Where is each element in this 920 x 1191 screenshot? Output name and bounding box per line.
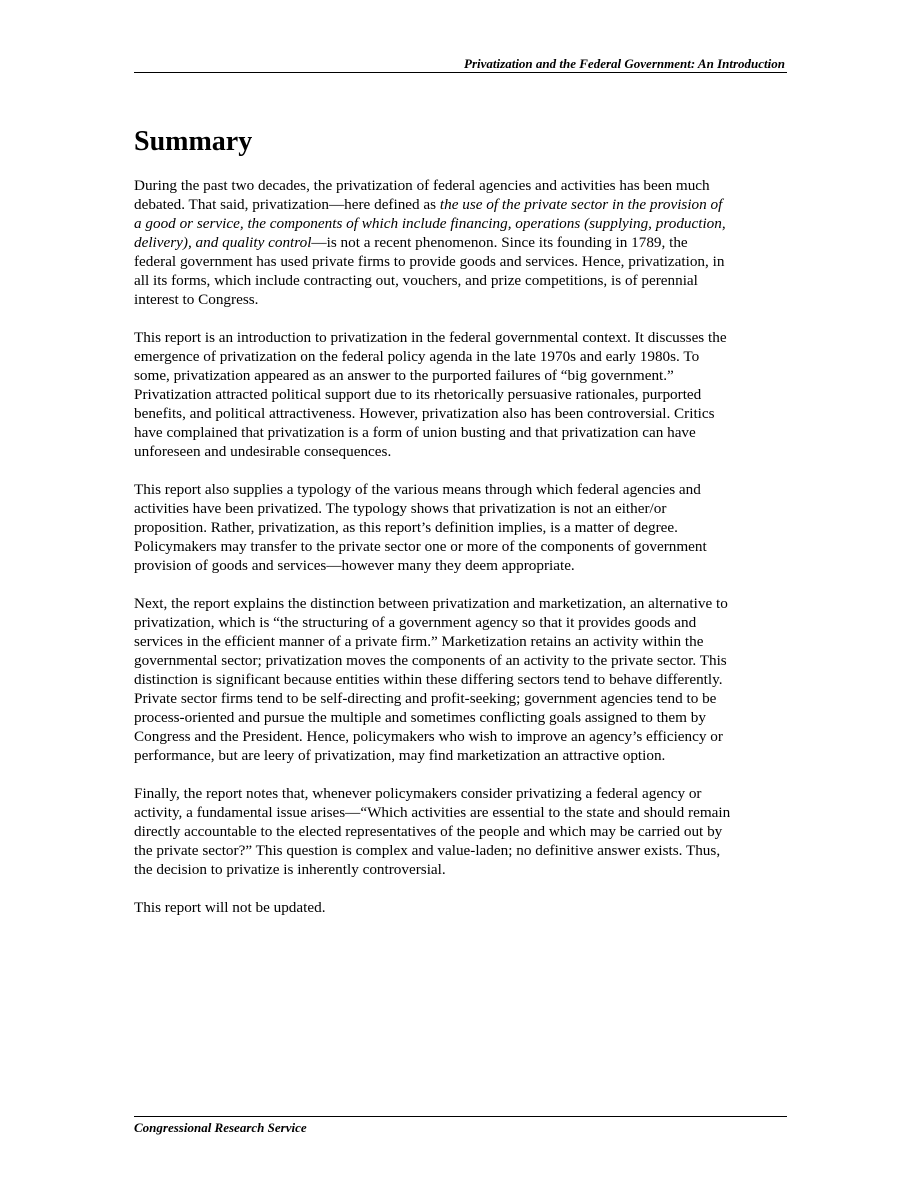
paragraph-line: emergence of privatization on the federal policy agenda in the late 1970s and early 1980s. To — [134, 348, 700, 365]
paragraph-line: Next, the report explains the distinction between privatization and marketization, an alternative to — [134, 595, 728, 612]
header-rule — [134, 72, 787, 73]
definition-text: a good or service, the components of which include financing, operations (supplying, production, — [134, 215, 726, 232]
paragraph-line — [134, 233, 788, 252]
paragraph-line: provision of goods and services—however many they deem appropriate. — [134, 557, 575, 574]
running-header: Privatization and the Federal Government: An Introduction — [464, 56, 785, 71]
definition-text: the use of the private sector in the provision of — [439, 196, 723, 213]
line-text: —is not a recent phenomenon. Since its founding in 1789, the — [311, 234, 688, 251]
paragraph-line: Policymakers may transfer to the private sector one or more of the components of government — [134, 538, 707, 555]
paragraph-line: Privatization attracted political support due to its rhetorically persuasive rationales, purported — [134, 386, 702, 403]
paragraph-5 — [134, 784, 788, 879]
paragraph-6 — [134, 898, 788, 917]
paragraph-line: activity, a fundamental issue arises—“Which activities are essential to the state and should remain — [134, 804, 731, 821]
paragraph-line: governmental sector; privatization moves the components of an activity to the private sector. This — [134, 652, 727, 669]
paragraph-line: privatization, which is “the structuring of a government agency so that it provides goods and — [134, 614, 697, 631]
paragraph-line: federal government has used private firms to provide goods and services. Hence, privatization, in — [134, 253, 725, 270]
footer-rule — [134, 1116, 787, 1117]
paragraph-4 — [134, 594, 788, 765]
paragraph-line: This report also supplies a typology of the various means through which federal agencies and — [134, 481, 701, 498]
paragraph-line: distinction is significant because entities within these differing sectors tend to behave differently. — [134, 671, 723, 688]
paragraph-line: services in the efficient manner of a private firm.” Marketization retains an activity within the — [134, 633, 704, 650]
paragraph-line: interest to Congress. — [134, 291, 259, 308]
paragraph-line: directly accountable to the elected representatives of the people and which may be carried out by — [134, 823, 723, 840]
paragraph-line: activities have been privatized. The typology shows that privatization is not an either/or — [134, 500, 667, 517]
paragraph-line: Congress and the President. Hence, policymakers who wish to improve an agency’s efficiency or — [134, 728, 723, 745]
summary-body — [134, 176, 788, 936]
paragraph-line: the private sector?” This question is complex and value-laden; no definitive answer exists. Thus, — [134, 842, 721, 859]
paragraph-line: the decision to privatize is inherently controversial. — [134, 861, 446, 878]
paragraph-line: This report will not be updated. — [134, 899, 326, 916]
page-title: Summary — [134, 126, 253, 157]
paragraph-line: During the past two decades, the privatization of federal agencies and activities has been much — [134, 177, 710, 194]
paragraph-line: This report is an introduction to privatization in the federal governmental context. It discusses the — [134, 329, 727, 346]
paragraph-line: performance, but are leery of privatization, may find marketization an attractive option. — [134, 747, 666, 764]
paragraph-line: benefits, and political attractiveness. However, privatization also has been controversial. Critics — [134, 405, 715, 422]
running-footer: Congressional Research Service — [134, 1120, 307, 1135]
paragraph-line: Private sector firms tend to be self-directing and profit-seeking; government agencies tend to be — [134, 690, 717, 707]
paragraph-line: Finally, the report notes that, whenever policymakers consider privatizing a federal agency or — [134, 785, 702, 802]
paragraph-line: process-oriented and pursue the multiple and sometimes conflicting goals assigned to them by — [134, 709, 706, 726]
paragraph-line: have complained that privatization is a form of union busting and that privatization can have — [134, 424, 696, 441]
definition-text: delivery), and quality control — [134, 234, 312, 251]
paragraph-1 — [134, 176, 788, 309]
paragraph-line: proposition. Rather, privatization, as this report’s definition implies, is a matter of degree. — [134, 519, 678, 536]
paragraph-2 — [134, 328, 788, 461]
paragraph-3 — [134, 480, 788, 575]
paragraph-line — [134, 195, 788, 214]
paragraph-line: some, privatization appeared as an answer to the purported failures of “big government.” — [134, 367, 674, 384]
paragraph-line: all its forms, which include contracting out, vouchers, and prize competitions, is of perennial — [134, 272, 698, 289]
line-text: debated. That said, privatization—here defined as — [134, 196, 440, 213]
paragraph-line: unforeseen and undesirable consequences. — [134, 443, 392, 460]
